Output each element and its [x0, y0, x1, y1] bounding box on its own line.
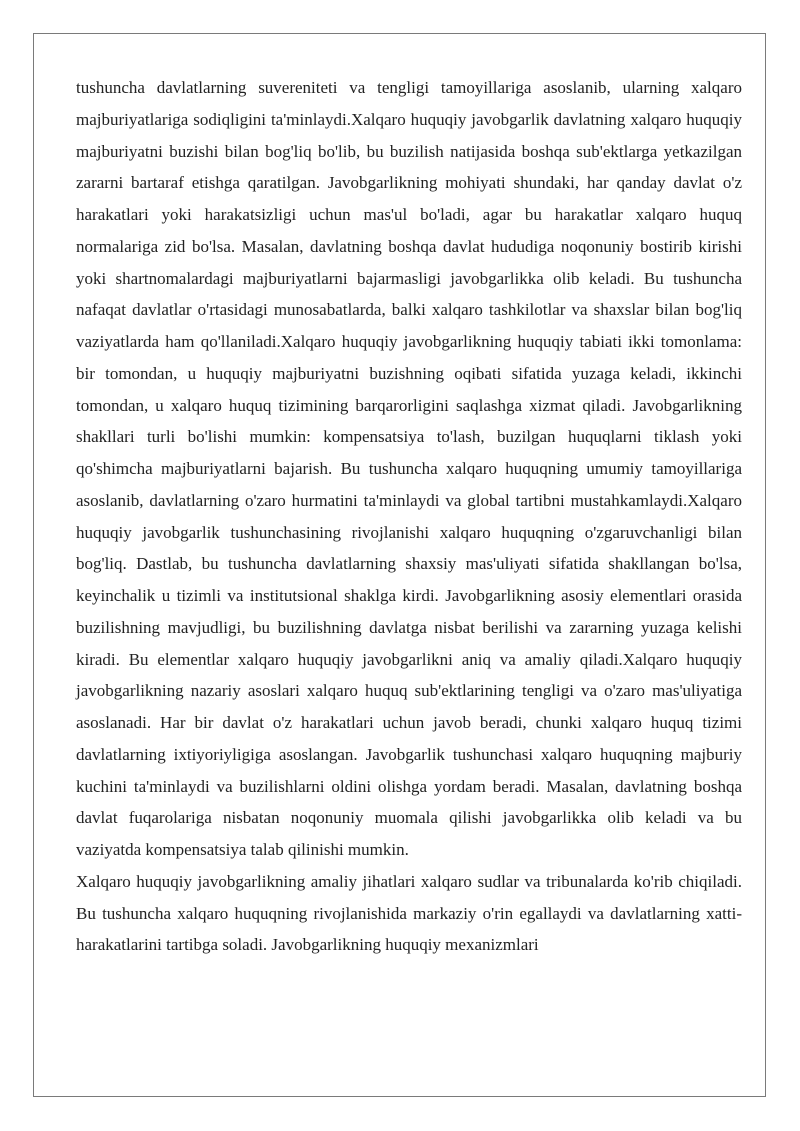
paragraph: tushuncha davlatlarning suvereniteti va tengligi tamoyillariga asoslanib, ularning xalqaro majburiyatlariga sodiqligini ta'minlaydi.Xalqaro huquqiy javobgarlik davlatning xalqaro huquqiy majburiyatni buzishi bilan bog'liq bo'lib, bu buzilish natijasida boshqa sub'ektlarga yetkazilgan zararni bartaraf etishga qaratilgan. Javobgarlikning mohiyati shundaki, har qanday davlat o'z harakatlari yoki harakatsizligi uchun mas'ul bo'ladi, agar bu harakatlar xalqaro huquq normalariga zid bo'lsa. Masalan, davlatning boshqa davlat hududiga noqonuniy bostirib kirishi yoki shartnomalardagi majburiyatlarni bajarmasligi javobgarlikka olib keladi. Bu tushuncha nafaqat davlatlar o'rtasidagi munosabatlarda, balki xalqaro tashkilotlar va shaxslar bilan bog'liq vaziyatlarda ham qo'llaniladi.Xalqaro huquqiy javobgarlikning huquqiy tabiati ikki tomonlama: bir tomondan, u huquqiy majburiyatni buzishning oqibati sifatida yuzaga keladi, ikkinchi tomondan, u xalqaro huquq tizimining barqarorligini saqlashga xizmat qiladi. Javobgarlikning shakllari turli bo'lishi mumkin: kompensatsiya to'lash, buzilgan huquqlarni tiklash yoki qo'shimcha majburiyatlarni bajarish. Bu tushuncha xalqaro huquqning umumiy tamoyillariga asoslanib, davlatlarning o'zaro hurmatini ta'minlaydi va global tartibni mustahkamlaydi.Xalqaro huquqiy javobgarlik tushunchasining rivojlanishi xalqaro huquqning o'zgaruvchanligi bilan bog'liq. Dastlab, bu tushuncha davlatlarning shaxsiy mas'uliyati sifatida shakllangan bo'lsa, keyinchalik u tizimli va institutsional shaklga kirdi. Javobgarlikning asosiy elementlari orasida buzilishning mavjudligi, bu buzilishning davlatga nisbat berilishi va zararning yuzaga kelishi kiradi. Bu elementlar xalqaro huquqiy javobgarlikni aniq va amaliy qiladi.Xalqaro huquqiy javobgarlikning nazariy asoslari xalqaro huquq sub'ektlarining tengligi va o'zaro mas'uliyatiga asoslanadi. Har bir davlat o'z harakatlari uchun javob beradi, chunki xalqaro huquq tizimi davlatlarning ixtiyoriyligiga asoslangan. Javobgarlik tushunchasi xalqaro huquqning majburiy kuchini ta'minlaydi va buzilishlarni oldini olishga yordam beradi. Masalan, davlatning boshqa davlat fuqarolariga nisbatan noqonuniy muomala qilishi javobgarlikka olib keladi va bu vaziyatda kompensatsiya talab qilinishi mumkin.: [76, 78, 742, 859]
document-body: [76, 72, 742, 961]
paragraph: Xalqaro huquqiy javobgarlikning amaliy jihatlari xalqaro sudlar va tribunalarda ko'rib chiqiladi. Bu tushuncha xalqaro huquqning rivojlanishida markaziy o'rin egallaydi va davlatlarning xatti-harakatlarini tartibga soladi. Javobgarlikning huquqiy mexanizmlari: [76, 871, 742, 955]
